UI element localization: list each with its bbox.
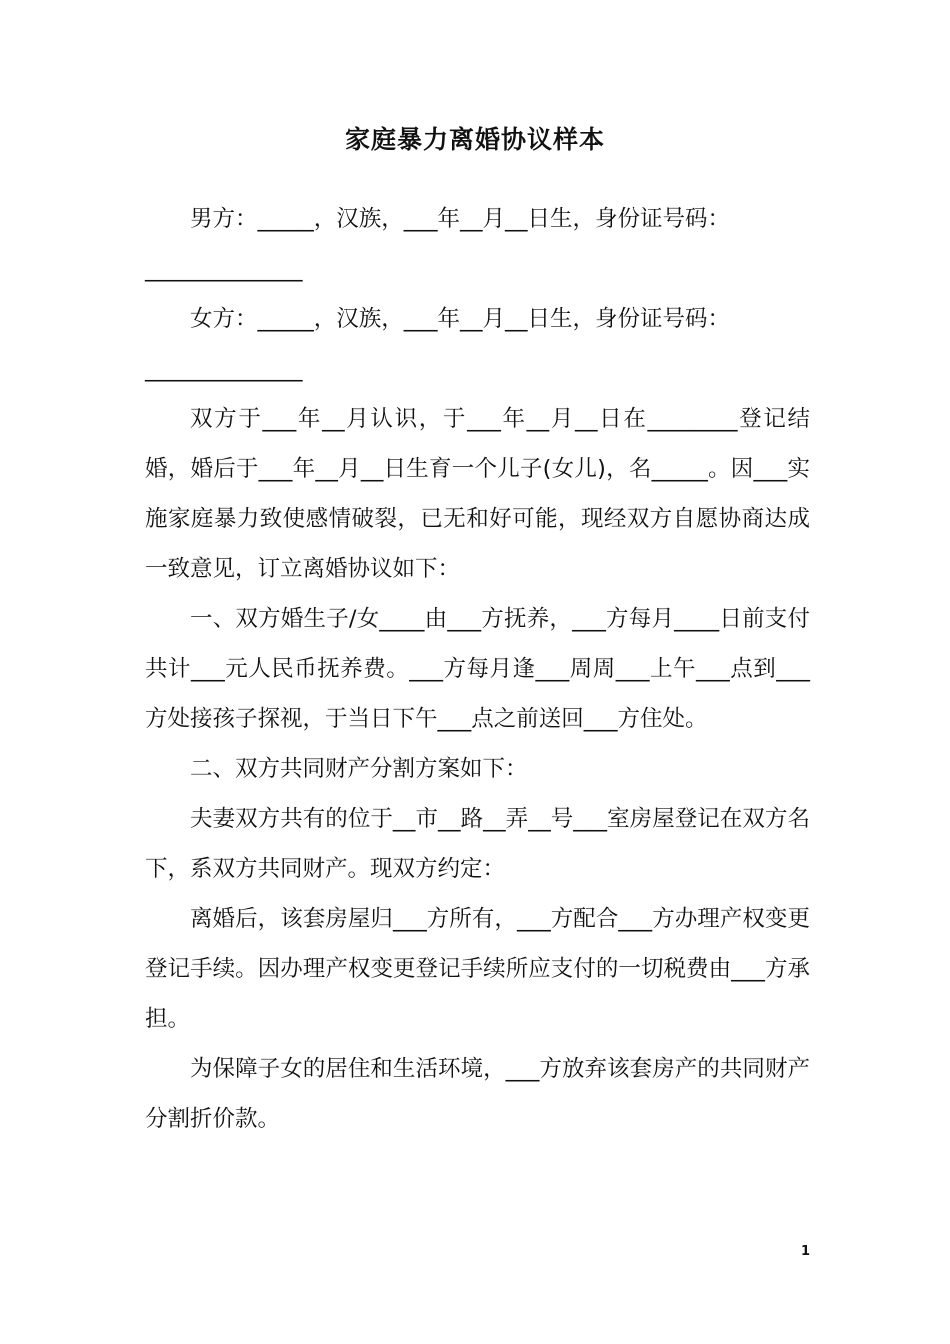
marriage-background-paragraph: 双方于___年__月认识，于___年__月__日在________登记结婚，婚后于___年__月__日生育一个儿子(女儿)，名_____。因___实施家庭暴力致使感情破裂，已无和好可能，现经双方自愿协商达成一致意见，订立离婚协议如下： xyxy=(145,406,810,582)
husband-id-blank: ______________ xyxy=(145,256,303,282)
joint-property-paragraph: 夫妻双方共有的位于__市__路__弄__号___室房屋登记在双方名下，系双方共同财产。现双方约定： xyxy=(145,806,810,882)
page-number: 1 xyxy=(800,1244,810,1259)
property-division-heading: 二、双方共同财产分割方案如下： xyxy=(190,756,528,782)
wife-id-blank: ______________ xyxy=(145,356,303,382)
document-title: 家庭暴力离婚协议样本 xyxy=(344,125,605,154)
document-body xyxy=(145,194,810,1144)
waiver-paragraph: 为保障子女的居住和生活环境，___方放弃该套房产的共同财产分割折价款。 xyxy=(145,1056,810,1132)
child-custody-clause: 一、双方婚生子/女____由___方抚养，___方每月____日前支付共计___元人民币抚养费。___方每月逢___周周___上午___点到___方处接孩子探视，于当日下午___点之前送回___方住处。 xyxy=(145,606,810,732)
wife-info-paragraph: 女方：_____，汉族，___年__月__日生，身份证号码： xyxy=(190,306,731,332)
house-ownership-paragraph: 离婚后，该套房屋归___方所有，___方配合___方办理产权变更登记手续。因办理产权变更登记手续所应支付的一切税费由___方承担。 xyxy=(145,906,810,1032)
husband-info-paragraph: 男方：_____，汉族，___年__月__日生，身份证号码： xyxy=(190,206,731,232)
